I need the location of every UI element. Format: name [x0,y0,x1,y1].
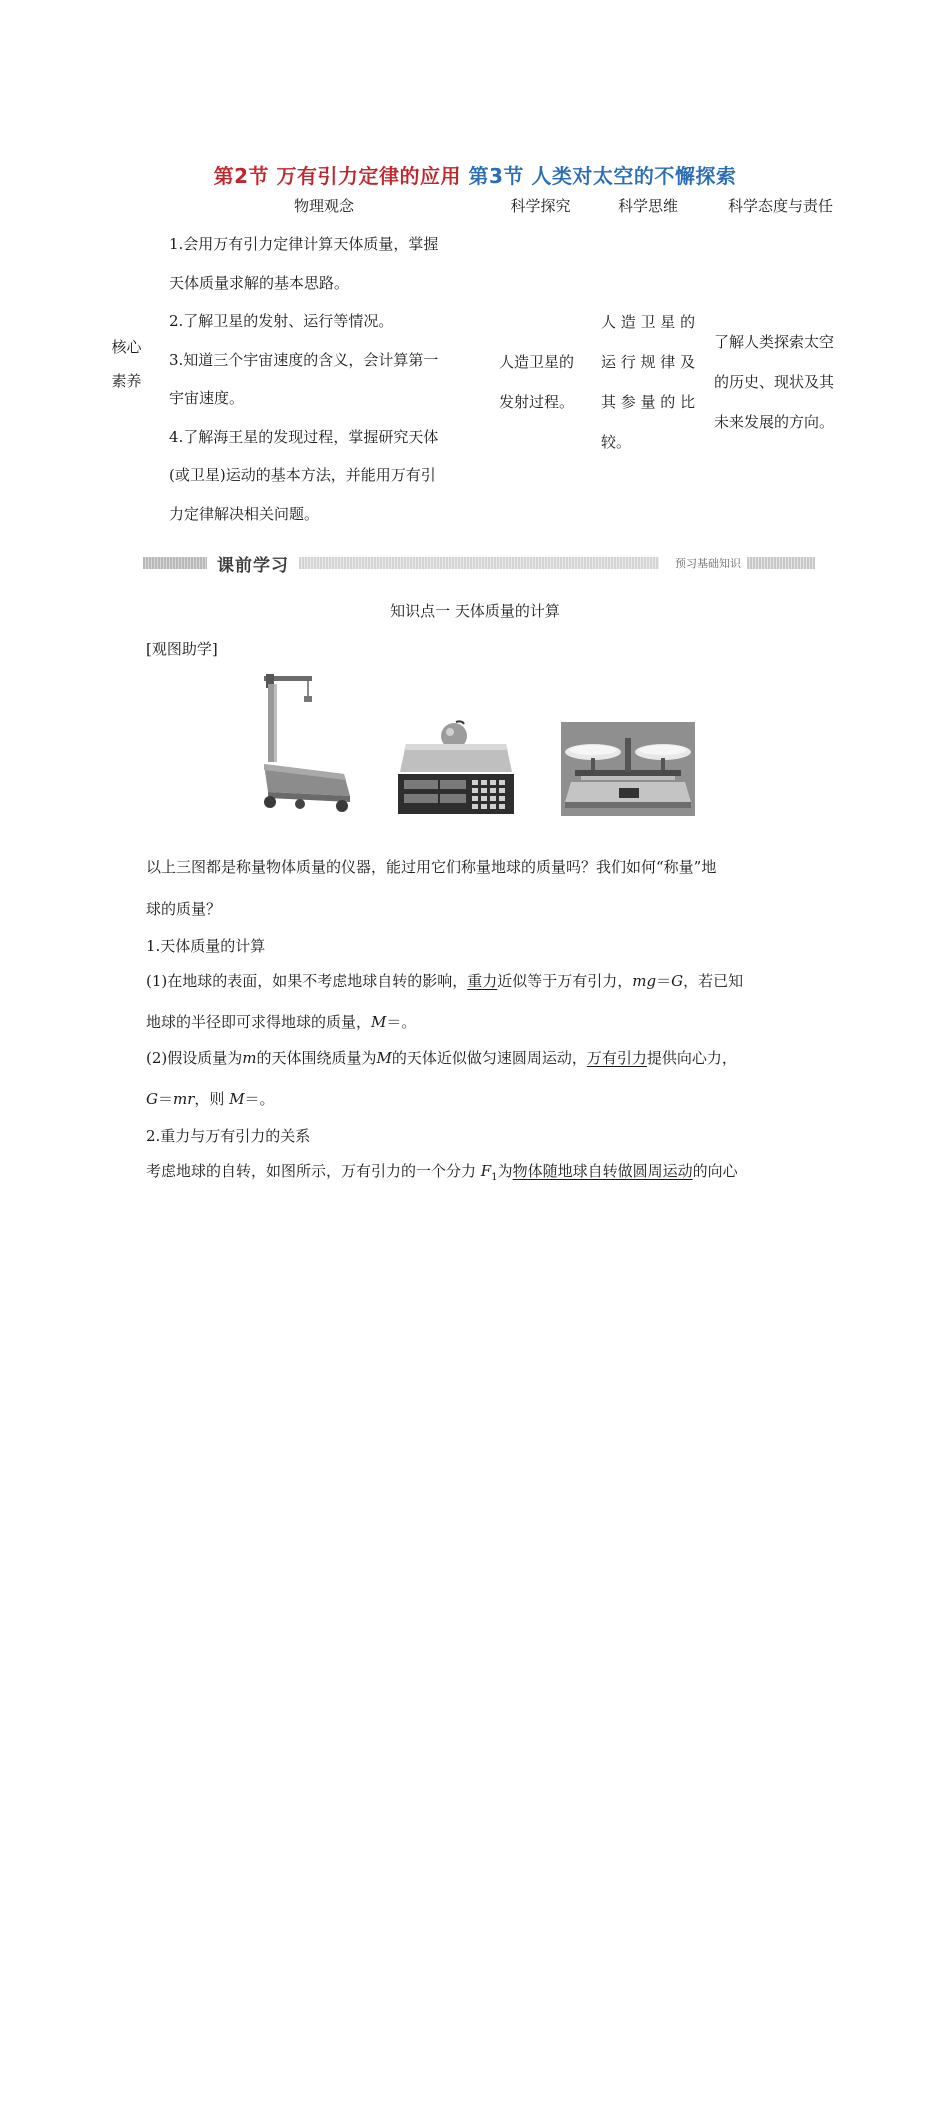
inquiry-cell [499,342,591,422]
text-span: 的向心 [692,1162,738,1180]
title-part2: 第3节 人类对太空的不懈探索 [468,164,737,188]
thinking-line: 较。 [601,433,632,451]
attitude-line: 的历史、现状及其 [714,373,835,391]
attitude-line: 未来发展的方向。 [714,413,835,431]
platform-scale-image [256,670,356,816]
attitude-cell [714,322,856,442]
paragraph-1 [146,970,743,991]
text-span: ＝。 [386,1013,417,1031]
item-1-heading: 1.天体质量的计算 [146,937,266,955]
concept-line: 力定律解决相关问题。 [169,504,320,523]
concept-line: 4.了解海王星的发现过程，掌握研究天体 [169,427,439,446]
formula-var: mr [173,1090,195,1108]
text-span: 考虑地球的自转，如图所示，万有引力的一个分力 [146,1162,481,1180]
header-thinking: 科学思维 [617,197,678,215]
text-span: 近似等于万有引力， [497,972,633,990]
paragraph-5 [146,1160,738,1183]
formula-subscript: 1 [491,1172,498,1183]
banner-decoration-left [143,557,207,569]
formula-var: M [371,1013,387,1031]
formula-var: M [376,1049,392,1067]
figure-tag: [观图助学] [146,640,218,658]
text-span: ＝ [157,1090,173,1108]
banner-decoration-right [747,557,815,569]
concept-line: 天体质量求解的基本思路。 [169,273,350,292]
text-span: 的天体围绕质量为 [256,1049,377,1067]
formula-var: G [671,972,684,990]
row-label-line: 核心 [111,338,142,356]
header-inquiry: 科学探究 [510,197,571,215]
thinking-line: 运 行 规 律 及 [601,353,696,371]
balance-scale-image [561,722,695,816]
concept-line: 1.会用万有引力定律计算天体质量，掌握 [169,235,439,253]
blank-answer: 重力 [467,972,498,990]
thinking-line: 人 造 卫 星 的 [601,313,696,331]
paragraph-3 [146,1047,737,1068]
question-line-2: 球的质量？ [146,900,222,918]
blank-answer: 万有引力 [586,1049,647,1067]
formula-var: mg [632,972,657,990]
banner-right-label: 预习基础知识 [675,557,741,570]
concept-line: 2.了解卫星的发射、运行等情况。 [169,312,394,330]
paragraph-4 [146,1088,275,1109]
item-2-heading: 2.重力与万有引力的关系 [146,1127,311,1145]
text-span: ，则 [194,1090,230,1108]
text-span: 为 [497,1162,513,1180]
thinking-line: 其 参 量 的 比 [601,393,696,411]
paragraph-2 [146,1011,416,1032]
row-label-line: 素养 [111,372,142,390]
section-banner [143,553,815,576]
concept-cell [169,225,489,533]
text-span: ＝ [656,972,672,990]
text-span: ，若已知 [683,972,744,990]
title-part1: 第2节 万有引力定律的应用 [213,164,462,188]
text-span: 提供向心力， [646,1049,737,1067]
text-span: (1)在地球的表面，如果不考虑地球自转的影响， [146,972,468,990]
page-title [0,160,950,189]
formula-var: m [242,1049,257,1067]
header-concept: 物理观念 [293,197,354,215]
formula-var: G [146,1090,158,1108]
inquiry-line: 人造卫星的 [499,353,575,371]
text-span: ＝。 [244,1090,275,1108]
inquiry-line: 发射过程。 [499,393,575,411]
banner-label: 课前学习 [217,556,289,576]
text-span: 的天体近似做匀速圆周运动， [391,1049,587,1067]
concept-line: (或卫星)运动的基本方法，并能用万有引 [169,466,436,484]
formula-var: M [229,1090,245,1108]
row-label [95,330,158,398]
text-span: 地球的半径即可求得地球的质量， [146,1013,372,1031]
concept-line: 宇宙速度。 [169,389,245,407]
electronic-scale-image [396,720,516,816]
blank-answer: 物体随地球自转做圆周运动 [512,1162,693,1180]
header-attitude: 科学态度与责任 [727,197,833,215]
knowledge-point-heading: 知识点一 天体质量的计算 [390,602,560,620]
banner-decoration-middle [299,557,659,569]
concept-line: 3.知道三个宇宙速度的含义，会计算第一 [169,350,439,369]
question-line-1: 以上三图都是称量物体质量的仪器，能过用它们称量地球的质量吗？我们如何“称量”地 [146,858,717,876]
attitude-line: 了解人类探索太空 [714,333,835,351]
thinking-cell [601,302,704,462]
formula-var: F [480,1162,492,1180]
text-span: (2)假设质量为 [146,1049,243,1067]
